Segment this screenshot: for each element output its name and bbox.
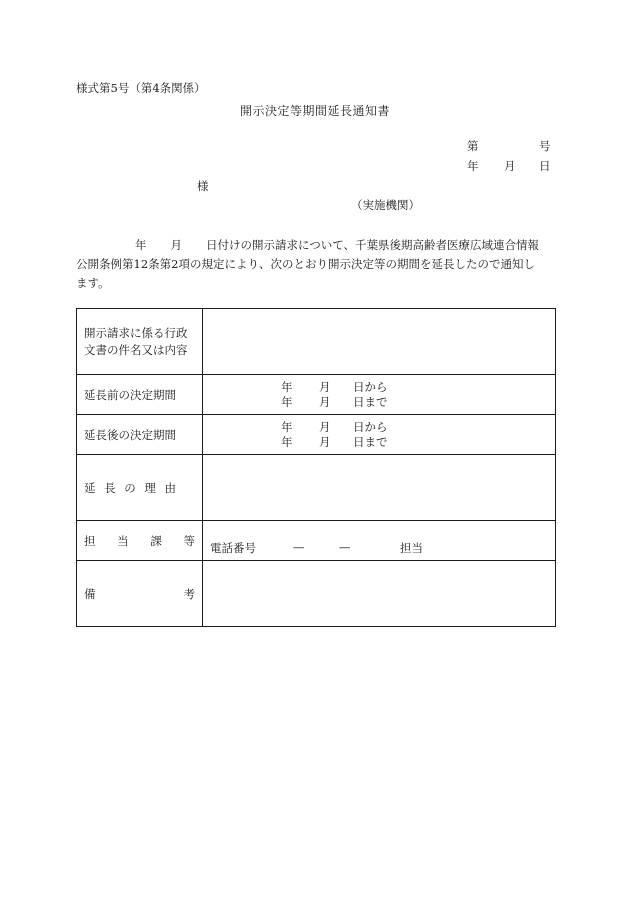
addressee-honorific: 様 <box>197 179 209 193</box>
body-line-3: ます。 <box>76 276 110 290</box>
label-remarks: 備 考 <box>77 561 203 627</box>
field-remarks[interactable] <box>203 561 556 627</box>
table-row-document <box>77 309 556 375</box>
document-title: 開示決定等期間延長通知書 <box>239 104 390 118</box>
field-period-after[interactable]: 年 月 日から 年 月 日まで <box>203 415 556 455</box>
body-paragraph <box>76 236 560 293</box>
table-row-reason <box>77 455 556 521</box>
contact-person-label: 担当 <box>400 541 423 555</box>
label-section: 担 当 課 等 <box>77 521 203 561</box>
table-row-section <box>77 521 556 561</box>
field-period-before[interactable]: 年 月 日から 年 月 日まで <box>203 375 556 415</box>
table-row-period-before <box>77 375 556 415</box>
date-day: 日 <box>539 159 551 173</box>
body-line-1 <box>76 236 560 255</box>
body-month: 月 <box>170 238 182 252</box>
label-period-after: 延長後の決定期間 <box>77 415 203 455</box>
body-line-1-text: 日付けの開示請求について、千葉県後期高齢者医療広域連合情報 <box>206 238 540 252</box>
table-row-remarks <box>77 561 556 627</box>
label-reason: 延 長 の 理 由 <box>77 455 203 521</box>
doc-number-dai: 第 <box>467 139 479 153</box>
date-year: 年 <box>467 159 479 173</box>
doc-number-go: 号 <box>539 139 551 153</box>
field-reason[interactable] <box>203 455 556 521</box>
form-id: 様式第5号（第4条関係） <box>76 81 206 95</box>
form-table <box>76 308 556 627</box>
agency-label: （実施機関） <box>351 198 420 212</box>
table-row-period-after <box>77 415 556 455</box>
contact-phone-label: 電話番号 <box>210 541 256 555</box>
date-month: 月 <box>504 159 516 173</box>
label-document-subject: 開示請求に係る行政 文書の件名又は内容 <box>77 309 203 375</box>
field-contact[interactable] <box>203 521 556 561</box>
body-line-2: 公開条例第12条第2項の規定により、次のとおり開示決定等の期間を延長したので通知し <box>76 257 535 271</box>
contact-dash-2: — <box>339 540 351 554</box>
field-document-subject[interactable] <box>203 309 556 375</box>
body-year: 年 <box>135 238 147 252</box>
contact-dash-1: — <box>293 540 305 554</box>
label-period-before: 延長前の決定期間 <box>77 375 203 415</box>
